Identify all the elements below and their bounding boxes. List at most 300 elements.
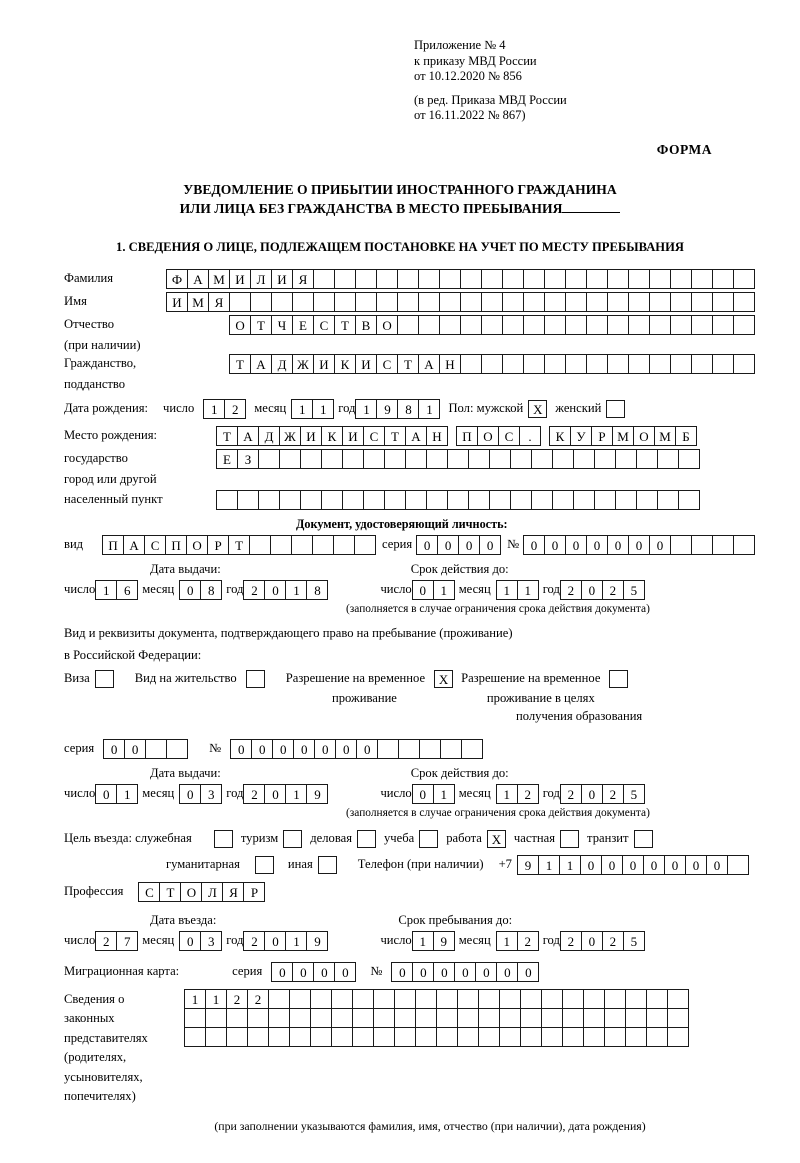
purpose-private-checkbox[interactable] xyxy=(560,830,578,848)
purpose-business-checkbox[interactable] xyxy=(357,830,375,848)
doc-kind-input[interactable] xyxy=(102,535,375,555)
form-cell[interactable]: 0 xyxy=(124,739,146,759)
form-cell[interactable] xyxy=(439,269,461,289)
birth-month-input[interactable] xyxy=(291,399,333,419)
form-cell[interactable]: 8 xyxy=(306,580,328,600)
form-cell[interactable] xyxy=(520,989,542,1009)
form-cell[interactable]: Р xyxy=(207,535,229,555)
permit-valid-day-input[interactable] xyxy=(412,784,454,804)
form-cell[interactable] xyxy=(667,1027,689,1047)
form-cell[interactable] xyxy=(544,269,566,289)
form-cell[interactable] xyxy=(419,830,438,848)
form-cell[interactable]: К xyxy=(334,354,356,374)
birth-city-row2-input[interactable] xyxy=(216,449,699,469)
form-cell[interactable] xyxy=(489,449,511,469)
form-cell[interactable] xyxy=(205,1008,227,1028)
form-cell[interactable]: 0 xyxy=(664,855,686,875)
form-cell[interactable] xyxy=(646,1027,668,1047)
form-cell[interactable] xyxy=(691,292,713,312)
form-cell[interactable]: 2 xyxy=(95,931,117,951)
form-cell[interactable]: 1 xyxy=(433,784,455,804)
form-cell[interactable] xyxy=(523,292,545,312)
form-cell[interactable] xyxy=(712,354,734,374)
form-cell[interactable]: Т xyxy=(397,354,419,374)
form-cell[interactable]: А xyxy=(405,426,427,446)
form-cell[interactable] xyxy=(313,292,335,312)
form-cell[interactable]: 0 xyxy=(264,580,286,600)
form-cell[interactable] xyxy=(461,739,483,759)
form-cell[interactable] xyxy=(394,1027,416,1047)
form-cell[interactable] xyxy=(499,989,521,1009)
form-cell[interactable] xyxy=(363,490,385,510)
residence-permit-checkbox[interactable] xyxy=(246,670,264,688)
form-cell[interactable] xyxy=(268,1008,290,1028)
form-cell[interactable] xyxy=(333,535,355,555)
form-cell[interactable] xyxy=(609,670,628,688)
permit-valid-month-input[interactable] xyxy=(496,784,538,804)
form-cell[interactable] xyxy=(541,1027,563,1047)
form-cell[interactable] xyxy=(489,490,511,510)
entry-month-input[interactable] xyxy=(179,931,221,951)
permit-valid-year-input[interactable] xyxy=(560,784,644,804)
purpose-work-checkbox[interactable] xyxy=(487,830,505,848)
form-cell[interactable]: 2 xyxy=(560,580,582,600)
form-cell[interactable] xyxy=(562,1008,584,1028)
form-cell[interactable] xyxy=(331,1027,353,1047)
form-cell[interactable] xyxy=(502,354,524,374)
patronymic-input[interactable] xyxy=(229,315,754,335)
form-cell[interactable] xyxy=(678,449,700,469)
form-cell[interactable] xyxy=(354,535,376,555)
doc-valid-year-input[interactable] xyxy=(560,580,644,600)
form-cell[interactable] xyxy=(418,292,440,312)
form-cell[interactable]: О xyxy=(633,426,655,446)
form-cell[interactable] xyxy=(583,1008,605,1028)
form-cell[interactable]: В xyxy=(355,315,377,335)
form-cell[interactable] xyxy=(628,269,650,289)
birth-day-input[interactable] xyxy=(203,399,245,419)
form-cell[interactable] xyxy=(583,1027,605,1047)
form-cell[interactable] xyxy=(478,1008,500,1028)
form-cell[interactable]: П xyxy=(102,535,124,555)
form-cell[interactable]: 2 xyxy=(243,784,265,804)
form-cell[interactable] xyxy=(226,1008,248,1028)
form-cell[interactable]: Т xyxy=(228,535,250,555)
form-cell[interactable] xyxy=(565,315,587,335)
form-cell[interactable]: 0 xyxy=(607,535,629,555)
form-cell[interactable] xyxy=(646,1008,668,1028)
form-cell[interactable] xyxy=(565,269,587,289)
form-cell[interactable] xyxy=(398,739,420,759)
form-cell[interactable]: М xyxy=(654,426,676,446)
form-cell[interactable]: 0 xyxy=(601,855,623,875)
form-cell[interactable]: 1 xyxy=(418,399,440,419)
purpose-tourism-checkbox[interactable] xyxy=(283,830,301,848)
form-cell[interactable] xyxy=(615,449,637,469)
form-cell[interactable]: Ж xyxy=(292,354,314,374)
form-cell[interactable]: 0 xyxy=(179,931,201,951)
form-cell[interactable] xyxy=(604,1008,626,1028)
form-cell[interactable]: 5 xyxy=(623,784,645,804)
form-cell[interactable]: 3 xyxy=(200,931,222,951)
form-cell[interactable] xyxy=(510,490,532,510)
form-cell[interactable]: 0 xyxy=(649,535,671,555)
form-cell[interactable]: 0 xyxy=(580,855,602,875)
form-cell[interactable]: 1 xyxy=(184,989,206,1009)
form-cell[interactable]: 0 xyxy=(454,962,476,982)
form-cell[interactable] xyxy=(646,989,668,1009)
form-cell[interactable]: 0 xyxy=(179,580,201,600)
form-cell[interactable] xyxy=(607,315,629,335)
form-cell[interactable] xyxy=(649,315,671,335)
form-cell[interactable]: 0 xyxy=(313,962,335,982)
form-cell[interactable]: 0 xyxy=(271,962,293,982)
form-cell[interactable] xyxy=(313,269,335,289)
form-cell[interactable]: С xyxy=(144,535,166,555)
visa-checkbox[interactable] xyxy=(95,670,113,688)
form-cell[interactable] xyxy=(321,449,343,469)
form-cell[interactable]: X xyxy=(528,400,547,418)
form-cell[interactable]: 0 xyxy=(544,535,566,555)
form-cell[interactable]: Т xyxy=(334,315,356,335)
form-cell[interactable] xyxy=(415,1008,437,1028)
form-cell[interactable]: И xyxy=(229,269,251,289)
form-cell[interactable] xyxy=(312,535,334,555)
permit-issue-year-input[interactable] xyxy=(243,784,327,804)
form-cell[interactable]: Л xyxy=(201,882,223,902)
form-cell[interactable] xyxy=(460,354,482,374)
form-cell[interactable] xyxy=(373,1027,395,1047)
form-cell[interactable]: 2 xyxy=(602,580,624,600)
form-cell[interactable] xyxy=(562,1027,584,1047)
permit-issue-month-input[interactable] xyxy=(179,784,221,804)
stay-day-input[interactable] xyxy=(412,931,454,951)
form-cell[interactable] xyxy=(184,1027,206,1047)
form-cell[interactable] xyxy=(289,1008,311,1028)
migration-number-input[interactable] xyxy=(391,962,538,982)
form-cell[interactable] xyxy=(310,1008,332,1028)
form-cell[interactable]: Т xyxy=(159,882,181,902)
form-cell[interactable] xyxy=(405,449,427,469)
form-cell[interactable] xyxy=(604,1027,626,1047)
form-cell[interactable]: О xyxy=(477,426,499,446)
form-cell[interactable] xyxy=(357,830,376,848)
form-cell[interactable]: Е xyxy=(216,449,238,469)
form-cell[interactable] xyxy=(667,1008,689,1028)
doc-valid-day-input[interactable] xyxy=(412,580,454,600)
doc-valid-month-input[interactable] xyxy=(496,580,538,600)
form-cell[interactable]: 0 xyxy=(391,962,413,982)
form-cell[interactable] xyxy=(268,1027,290,1047)
form-cell[interactable] xyxy=(426,490,448,510)
form-cell[interactable]: А xyxy=(418,354,440,374)
form-cell[interactable]: X xyxy=(434,670,453,688)
form-cell[interactable]: 1 xyxy=(355,399,377,419)
form-cell[interactable]: 1 xyxy=(517,580,539,600)
form-cell[interactable] xyxy=(481,354,503,374)
doc-issue-day-input[interactable] xyxy=(95,580,137,600)
form-cell[interactable] xyxy=(279,490,301,510)
form-cell[interactable]: Ч xyxy=(271,315,293,335)
form-cell[interactable]: М xyxy=(208,269,230,289)
form-cell[interactable] xyxy=(712,269,734,289)
purpose-humanitarian-checkbox[interactable] xyxy=(255,856,273,874)
form-cell[interactable] xyxy=(607,269,629,289)
form-cell[interactable] xyxy=(436,1027,458,1047)
birth-city-row3-input[interactable] xyxy=(216,490,699,510)
form-cell[interactable] xyxy=(499,1008,521,1028)
form-cell[interactable]: 0 xyxy=(356,739,378,759)
form-cell[interactable]: 5 xyxy=(623,931,645,951)
form-cell[interactable] xyxy=(363,449,385,469)
form-cell[interactable]: С xyxy=(138,882,160,902)
profession-input[interactable] xyxy=(138,882,264,902)
form-cell[interactable] xyxy=(520,1008,542,1028)
legal-row-2-input[interactable] xyxy=(184,1008,688,1028)
form-cell[interactable] xyxy=(283,830,302,848)
form-cell[interactable] xyxy=(397,269,419,289)
form-cell[interactable]: А xyxy=(123,535,145,555)
form-cell[interactable]: 8 xyxy=(397,399,419,419)
form-cell[interactable] xyxy=(481,269,503,289)
form-cell[interactable]: 0 xyxy=(581,784,603,804)
form-cell[interactable]: 0 xyxy=(458,535,480,555)
form-cell[interactable]: 0 xyxy=(334,962,356,982)
form-cell[interactable] xyxy=(258,449,280,469)
form-cell[interactable] xyxy=(457,1027,479,1047)
form-cell[interactable]: 2 xyxy=(517,931,539,951)
form-cell[interactable]: Б xyxy=(675,426,697,446)
form-cell[interactable] xyxy=(481,292,503,312)
form-cell[interactable]: А xyxy=(187,269,209,289)
form-cell[interactable] xyxy=(604,989,626,1009)
form-cell[interactable] xyxy=(334,292,356,312)
form-cell[interactable] xyxy=(615,490,637,510)
form-cell[interactable]: А xyxy=(237,426,259,446)
form-cell[interactable] xyxy=(271,292,293,312)
form-cell[interactable] xyxy=(447,490,469,510)
form-cell[interactable] xyxy=(334,269,356,289)
form-cell[interactable] xyxy=(481,315,503,335)
form-cell[interactable] xyxy=(373,1008,395,1028)
form-cell[interactable] xyxy=(394,989,416,1009)
permit-issue-day-input[interactable] xyxy=(95,784,137,804)
form-cell[interactable] xyxy=(670,535,692,555)
form-cell[interactable]: 2 xyxy=(224,399,246,419)
form-cell[interactable] xyxy=(552,449,574,469)
form-cell[interactable]: 8 xyxy=(200,580,222,600)
form-cell[interactable] xyxy=(712,292,734,312)
form-cell[interactable]: 1 xyxy=(559,855,581,875)
form-cell[interactable]: 0 xyxy=(95,784,117,804)
form-cell[interactable] xyxy=(384,449,406,469)
legal-row-1-input[interactable] xyxy=(184,989,688,1009)
form-cell[interactable] xyxy=(541,989,563,1009)
form-cell[interactable] xyxy=(249,535,271,555)
birth-state-input[interactable] xyxy=(216,426,447,446)
form-cell[interactable] xyxy=(229,292,251,312)
form-cell[interactable]: С xyxy=(313,315,335,335)
form-cell[interactable]: Р xyxy=(243,882,265,902)
birth-city-input-a[interactable] xyxy=(456,426,540,446)
form-cell[interactable] xyxy=(733,535,755,555)
form-cell[interactable] xyxy=(583,989,605,1009)
form-cell[interactable] xyxy=(657,449,679,469)
form-cell[interactable] xyxy=(727,855,749,875)
form-cell[interactable] xyxy=(415,989,437,1009)
form-cell[interactable] xyxy=(352,989,374,1009)
form-cell[interactable]: 2 xyxy=(602,784,624,804)
form-cell[interactable]: 1 xyxy=(291,399,313,419)
entry-year-input[interactable] xyxy=(243,931,327,951)
form-cell[interactable] xyxy=(184,1008,206,1028)
form-cell[interactable]: О xyxy=(229,315,251,335)
form-cell[interactable]: Я xyxy=(208,292,230,312)
form-cell[interactable] xyxy=(594,449,616,469)
form-cell[interactable] xyxy=(457,989,479,1009)
form-cell[interactable]: 0 xyxy=(586,535,608,555)
form-cell[interactable] xyxy=(460,269,482,289)
form-cell[interactable] xyxy=(670,315,692,335)
form-cell[interactable] xyxy=(544,292,566,312)
form-cell[interactable]: 0 xyxy=(230,739,252,759)
form-cell[interactable]: Т xyxy=(216,426,238,446)
surname-input[interactable] xyxy=(166,269,754,289)
form-cell[interactable]: С xyxy=(363,426,385,446)
purpose-other-checkbox[interactable] xyxy=(318,856,336,874)
form-cell[interactable] xyxy=(468,449,490,469)
form-cell[interactable]: Л xyxy=(250,269,272,289)
form-cell[interactable]: 0 xyxy=(706,855,728,875)
form-cell[interactable] xyxy=(216,490,238,510)
purpose-study-checkbox[interactable] xyxy=(419,830,437,848)
form-cell[interactable] xyxy=(279,449,301,469)
form-cell[interactable] xyxy=(145,739,167,759)
form-cell[interactable] xyxy=(733,315,755,335)
form-cell[interactable] xyxy=(531,449,553,469)
form-cell[interactable]: 0 xyxy=(103,739,125,759)
form-cell[interactable]: 5 xyxy=(623,580,645,600)
form-cell[interactable]: 0 xyxy=(581,580,603,600)
form-cell[interactable] xyxy=(426,449,448,469)
form-cell[interactable]: 9 xyxy=(306,784,328,804)
form-cell[interactable]: 0 xyxy=(565,535,587,555)
form-cell[interactable] xyxy=(678,490,700,510)
form-cell[interactable] xyxy=(523,269,545,289)
form-cell[interactable]: 0 xyxy=(628,535,650,555)
form-cell[interactable]: 0 xyxy=(685,855,707,875)
form-cell[interactable] xyxy=(292,292,314,312)
form-cell[interactable]: 9 xyxy=(376,399,398,419)
form-cell[interactable] xyxy=(607,292,629,312)
form-cell[interactable]: 9 xyxy=(517,855,539,875)
form-cell[interactable] xyxy=(649,292,671,312)
form-cell[interactable] xyxy=(520,1027,542,1047)
form-cell[interactable] xyxy=(205,1027,227,1047)
form-cell[interactable]: 1 xyxy=(285,931,307,951)
stay-year-input[interactable] xyxy=(560,931,644,951)
birth-year-input[interactable] xyxy=(355,399,439,419)
form-cell[interactable]: 1 xyxy=(116,784,138,804)
form-cell[interactable]: 0 xyxy=(335,739,357,759)
form-cell[interactable] xyxy=(733,354,755,374)
form-cell[interactable] xyxy=(397,292,419,312)
form-cell[interactable]: К xyxy=(549,426,571,446)
form-cell[interactable] xyxy=(691,269,713,289)
form-cell[interactable]: К xyxy=(321,426,343,446)
form-cell[interactable] xyxy=(376,269,398,289)
form-cell[interactable]: М xyxy=(187,292,209,312)
form-cell[interactable] xyxy=(342,490,364,510)
form-cell[interactable]: 0 xyxy=(264,931,286,951)
citizenship-input[interactable] xyxy=(229,354,754,374)
form-cell[interactable] xyxy=(628,292,650,312)
form-cell[interactable]: И xyxy=(342,426,364,446)
form-cell[interactable] xyxy=(712,535,734,555)
form-cell[interactable]: С xyxy=(376,354,398,374)
form-cell[interactable] xyxy=(636,490,658,510)
form-cell[interactable]: 2 xyxy=(243,580,265,600)
form-cell[interactable]: 0 xyxy=(523,535,545,555)
form-cell[interactable] xyxy=(667,989,689,1009)
form-cell[interactable] xyxy=(670,269,692,289)
form-cell[interactable] xyxy=(499,1027,521,1047)
form-cell[interactable] xyxy=(268,989,290,1009)
form-cell[interactable]: 1 xyxy=(205,989,227,1009)
form-cell[interactable] xyxy=(355,269,377,289)
form-cell[interactable]: П xyxy=(456,426,478,446)
doc-series-input[interactable] xyxy=(416,535,500,555)
form-cell[interactable]: X xyxy=(487,830,506,848)
form-cell[interactable] xyxy=(573,449,595,469)
form-cell[interactable]: 0 xyxy=(412,784,434,804)
purpose-service-checkbox[interactable] xyxy=(214,830,232,848)
form-cell[interactable] xyxy=(318,856,337,874)
form-cell[interactable]: 2 xyxy=(602,931,624,951)
form-cell[interactable]: 7 xyxy=(116,931,138,951)
form-cell[interactable]: 0 xyxy=(264,784,286,804)
form-cell[interactable] xyxy=(510,449,532,469)
form-cell[interactable]: 1 xyxy=(433,580,455,600)
form-cell[interactable] xyxy=(657,490,679,510)
form-cell[interactable] xyxy=(636,449,658,469)
phone-input[interactable] xyxy=(517,855,748,875)
form-cell[interactable]: 2 xyxy=(243,931,265,951)
form-cell[interactable]: 6 xyxy=(116,580,138,600)
form-cell[interactable] xyxy=(691,315,713,335)
form-cell[interactable]: 0 xyxy=(314,739,336,759)
form-cell[interactable]: 0 xyxy=(437,535,459,555)
form-cell[interactable]: 0 xyxy=(496,962,518,982)
form-cell[interactable] xyxy=(586,269,608,289)
form-cell[interactable]: Е xyxy=(292,315,314,335)
form-cell[interactable] xyxy=(373,989,395,1009)
form-cell[interactable]: И xyxy=(313,354,335,374)
form-cell[interactable]: 9 xyxy=(306,931,328,951)
form-cell[interactable] xyxy=(377,739,399,759)
form-cell[interactable]: 2 xyxy=(560,931,582,951)
edu-residence-checkbox[interactable] xyxy=(609,670,627,688)
form-cell[interactable]: 0 xyxy=(272,739,294,759)
form-cell[interactable]: Н xyxy=(426,426,448,446)
form-cell[interactable] xyxy=(628,315,650,335)
form-cell[interactable] xyxy=(331,989,353,1009)
form-cell[interactable] xyxy=(670,354,692,374)
form-cell[interactable]: О xyxy=(186,535,208,555)
form-cell[interactable] xyxy=(289,989,311,1009)
form-cell[interactable] xyxy=(439,315,461,335)
form-cell[interactable]: У xyxy=(570,426,592,446)
